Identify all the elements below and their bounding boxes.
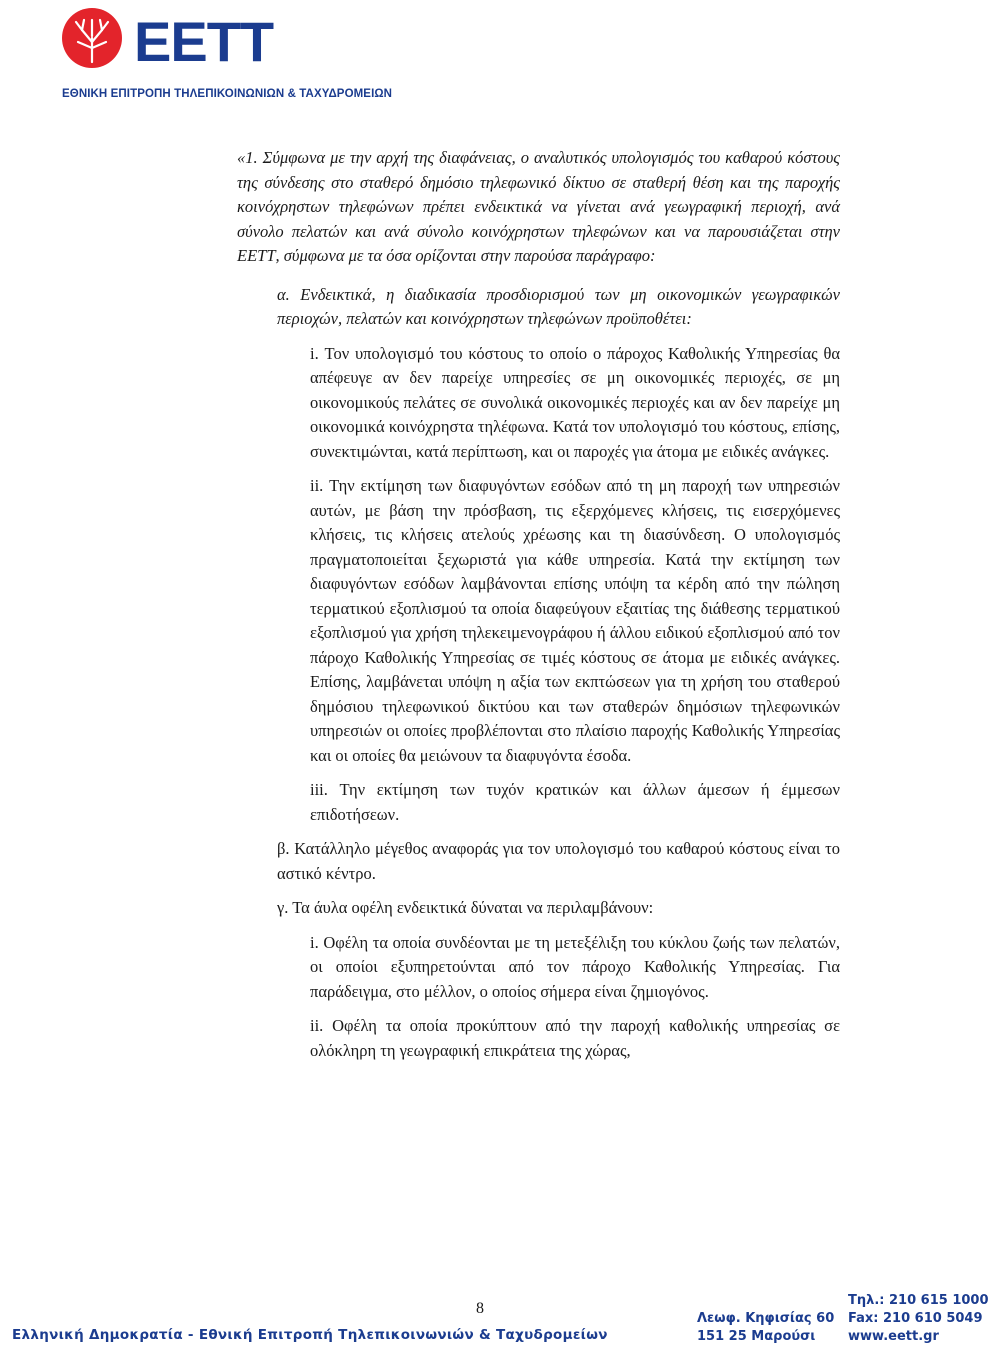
paragraph-gamma: γ. Τα άυλα οφέλη ενδεικτικά δύναται να περιλαμβάνουν: [277, 898, 654, 917]
eett-logo [62, 8, 393, 103]
footer-phone: Τηλ.: 210 615 1000 [848, 1293, 989, 1308]
paragraph-alpha: α. Ενδεικτικά, η διαδικασία προσδιορισμού των μη οικονομικών γεωγραφικών περιοχών, πελατών και κοινόχρηστων τηλεφώνων προϋποθέτει: [277, 284, 840, 328]
footer-address-line1: Λεωφ. Κηφισίας 60 [697, 1311, 835, 1326]
logo-subtitle: ΕΘΝΙΚΗ ΕΠΙΤΡΟΠΗ ΤΗΛΕΠΙΚΟΙΝΩΝΙΩΝ & ΤΑΧΥΔΡΟΜΕΙΩΝ [62, 88, 393, 100]
paragraph-alpha-ii: ii. Την εκτίμηση των διαφυγόντων εσόδων από τη μη παροχή των υπηρεσιών αυτών, με βάση την πρόσβαση, τις εξερχόμενες κλήσεις, τις εισερχόμενες κλήσεις, τις κλήσεις ατελούς χρέωσης και τη διασύνδεση. Ο υπολογισμός πραγματοποιείται ξεχωριστά για κάθε υπηρεσία. Κατά την εκτίμηση των διαφυγόντων εσόδων λαμβάνονται επίσης υπόψη τα κέρδη από την πώληση τερματικού εξοπλισμού τα οποία διαφεύγουν εξαιτίας της διάθεσης τερματικού εξοπλισμού για χρήση τηλεκειμενογράφου ή άλλου ειδικού εξοπλισμού από τον πάροχο Καθολικής Υπηρεσίας σε τιμές κόστους σε άτομα με ειδικές ανάγκες. Επίσης, λαμβάνεται υπόψη η αξία των εκπτώσεων για τη χρήση του σταθερού δημόσιου τηλεφωνικού δικτύου και των σταθερών δημόσιων τηλεφωνικών υπηρεσιών οι οποίες προβλέπονται στο πλαίσιο παροχής Καθολικής Υπηρεσίας και οι οποίες θα μειώνουν τα διαφυγόντα έσοδα. [310, 476, 840, 765]
footer-contact [848, 1292, 989, 1346]
page-number: 8 [476, 1300, 484, 1317]
footer-address [697, 1310, 834, 1346]
paragraph-1: «1. Σύμφωνα με την αρχή της διαφάνειας, ο αναλυτικός υπολογισμός του καθαρού κόστους της σύνδεσης στο σταθερό δημόσιο τηλεφωνικό δίκτυο σε σταθερή θέση και της παροχής κοινόχρηστων τηλεφώνων πρέπει ενδεικτικά να γίνεται ανά γεωγραφική περιοχή, ανά σύνολο πελατών και ανά σύνολο κοινόχρηστων τηλεφώνων και να παρουσιάζεται στην ΕΕΤΤ, σύμφωνα με τα όσα ορίζονται στην παρούσα παράγραφο: [237, 148, 840, 265]
paragraph-gamma-i: i. Οφέλη τα οποία συνδέονται με τη μετεξέλιξη του κύκλου ζωής των πελατών, οι οποίοι εξυπηρετούνται από τον πάροχο Καθολικής Υπηρεσίας. Για παράδειγμα, στο μέλλον, ο οποίος σήμερα είναι ζημιογόνος. [310, 932, 840, 1001]
document-body [237, 146, 840, 1063]
logo-wordmark: ΕΕΤΤ [134, 10, 274, 73]
tree-emblem-icon [62, 8, 122, 68]
footer-fax: Fax: 210 610 5049 [848, 1311, 983, 1326]
footer-organization: Ελληνική Δημοκρατία - Εθνική Επιτροπή Τηλεπικοινωνιών & Ταχυδρομείων [12, 1327, 608, 1343]
footer-address-line2: 151 25 Μαρούσι [697, 1329, 816, 1344]
paragraph-alpha-i: i. Τον υπολογισμό του κόστους το οποίο ο πάροχος Καθολικής Υπηρεσίας θα απέφευγε αν δεν παρείχε υπηρεσίες σε μη οικονομικές περιοχές, σε μη οικονομικούς πελάτες σε συνολικά οικονομικές περιοχές και αν δεν παρείχε μη οικονομικά κοινόχρηστα τηλέφωνα. Κατά τον υπολογισμό του κόστους, επίσης, συνεκτιμώνται, κατά περίπτωση, και οι παροχές για άτομα με ειδικές ανάγκες. [310, 343, 840, 461]
paragraph-beta: β. Κατάλληλο μέγεθος αναφοράς για τον υπολογισμό του καθαρού κόστους είναι το αστικό κέντρο. [277, 839, 840, 883]
paragraph-alpha-iii: iii. Την εκτίμηση των τυχόν κρατικών και άλλων άμεσων ή έμμεσων επιδοτήσεων. [310, 780, 840, 824]
paragraph-gamma-ii: ii. Οφέλη τα οποία προκύπτουν από την παροχή καθολικής υπηρεσίας σε ολόκληρη τη γεωγραφική επικράτεια της χώρας, [310, 1016, 840, 1060]
footer-website-link[interactable]: www.eett.gr [848, 1329, 939, 1344]
